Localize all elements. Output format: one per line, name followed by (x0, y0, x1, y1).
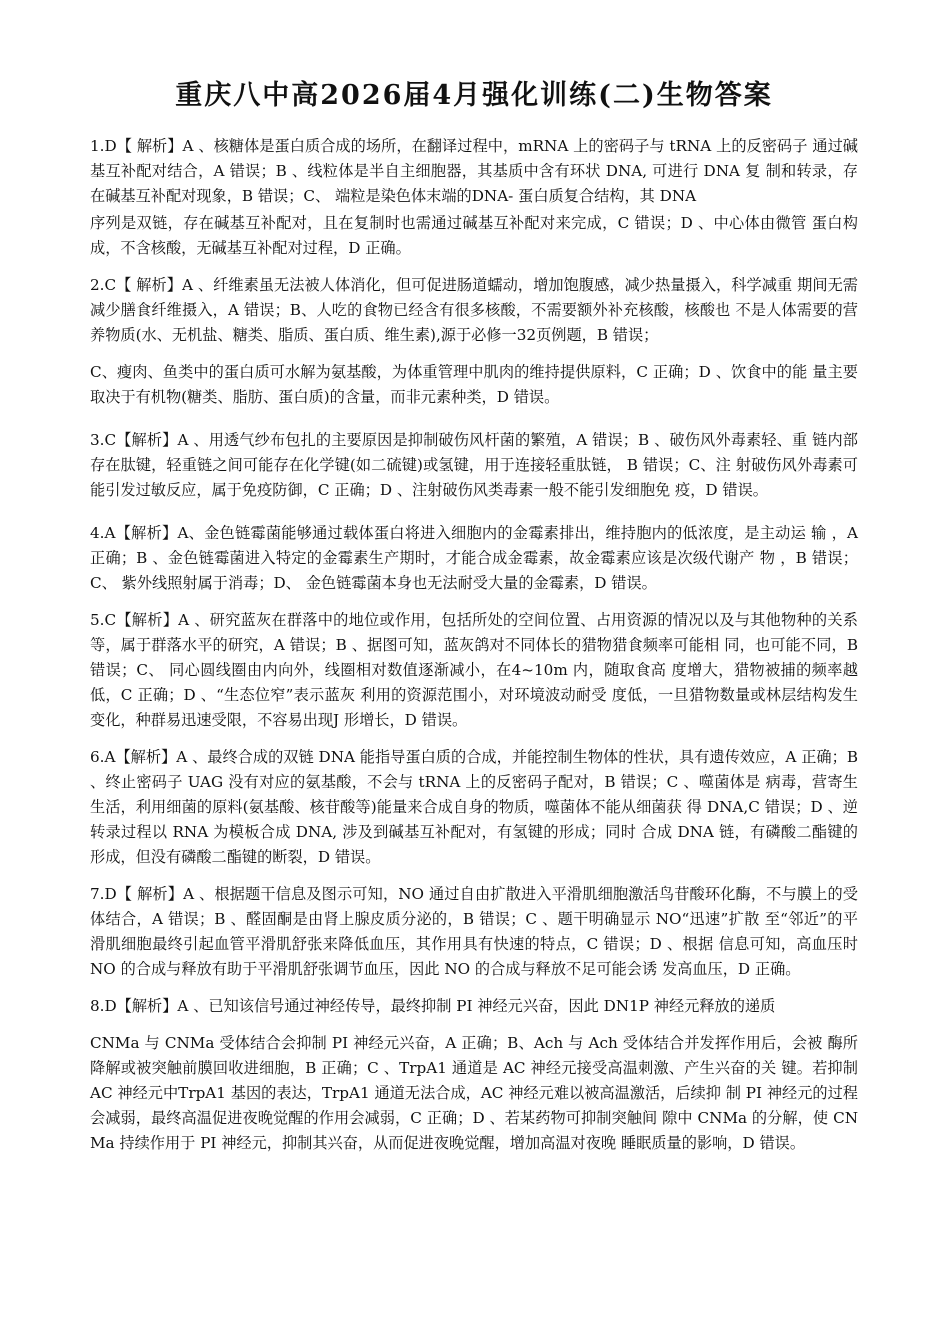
answer-q8-part1: 8.D【解析】A 、已知该信号通过神经传导，最终抑制 PI 神经元兴奋，因此 DN1P 神经元释放的递质 (90, 997, 776, 1015)
answer-q5: 5.C【解析】A 、研究蓝灰在群落中的地位或作用，包括所处的空间位置、占用资源的情况以及与其他物种的关系等，属于群落水平的研究，A 错误；B 、据图可知，蓝灰鸽对不同体长的猎物猎食频率可能相 同，也可能不同，B 错误；C、 同心圆线圈由内向外，线圈相对数值逐渐减小，在4~10m 内，随取食高 度增大，猎物被捕的频率越低，C 正确；D 、“生态位窄”表示蓝灰 利用的资源范围小，对环境波动耐受 度低，一旦猎物数量或林层结构发生变化，种群易迅速受限，不容易出现J 形增长，D 错误。 (90, 611, 858, 729)
answer-q6: 6.A【解析】A 、最终合成的双链 DNA 能指导蛋白质的合成，并能控制生物体的性状，具有遗传效应，A 正确；B 、终止密码子 UAG 没有对应的氨基酸，不会与 tRNA 上的反密码子配对，B 错误；C 、噬菌体是 病毒，营寄生生活，利用细菌的原料(氨基酸、核苷酸等)能量来合成自身的物质，噬菌体不能从细菌获 得 DNA,C 错误；D 、逆转录过程以 RNA 为模板合成 DNA, 涉及到碱基互补配对，有氢键的形成；同时 合成 DNA 链，有磷酸二酯键的形成，但没有磷酸二酯键的断裂，D 错误。 (90, 748, 858, 866)
answer-q4: 4.A【解析】A、金色链霉菌能够通过载体蛋白将进入细胞内的金霉素排出，维持胞内的低浓度，是主动运 输 ，A 正确；B 、金色链霉菌进入特定的金霉素生产期时，才能合成金霉素，故金霉素应该是次级代谢产 物 ，B 错误；C、 紫外线照射属于消毒；D、 金色链霉菌本身也无法耐受大量的金霉素，D 错误。 (90, 524, 858, 592)
answer-q1-part2: 序列是双链，存在碱基互补配对，且在复制时也需通过碱基互补配对来完成，C 错误；D 、中心体由微管 蛋白构成，不含核酸，无碱基互补配对过程，D 正确。 (90, 214, 858, 257)
answer-q8-part2: CNMa 与 CNMa 受体结合会抑制 PI 神经元兴奋，A 正确；B、Ach 与 Ach 受体结合并发挥作用后，会被 酶所降解或被突触前膜回收进细胞，B 正确；C 、TrpA1 通道是 AC 神经元接受高温刺激、产生兴奋的关 键。若抑制AC 神经元中TrpA1 基因的表达，TrpA1 通道无法合成，AC 神经元难以被高温激活，后续抑 制 PI 神经元的过程会减弱，最终高温促进夜晚觉醒的作用会减弱，C 正确；D 、若某药物可抑制突触间 隙中 CNMa 的分解，使 CNMa 持续作用于 PI 神经元，抑制其兴奋，从而促进夜晚觉醒，增加高温对夜晚 睡眠质量的影响，D 错误。 (90, 1034, 858, 1152)
page-title: 重庆八中高2026届4月强化训练(二)生物答案 (175, 80, 773, 111)
answer-q2-part1: 2.C【 解析】A 、纤维素虽无法被人体消化，但可促进肠道蠕动，增加饱腹感，减少热量摄入，科学减重 期间无需减少膳食纤维摄入，A 错误；B、人吃的食物已经含有很多核酸，不需要额外补充核酸，核酸也 不是人体需要的营养物质(水、无机盐、糖类、脂质、蛋白质、维生素),源于必修一32页例题，B 错误； (90, 276, 858, 344)
answer-q1-part1: 1.D【 解析】A 、核糖体是蛋白质合成的场所，在翻译过程中，mRNA 上的密码子与 tRNA 上的反密码子 通过碱基互补配对结合，A 错误；B 、线粒体是半自主细胞器，其基质中含有环状 DNA, 可进行 DNA 复 制和转录，存在碱基互补配对现象，B 错误；C、 端粒是染色体末端的DNA- 蛋白质复合结构，其 DNA (90, 137, 858, 205)
answer-q3: 3.C【解析】A 、用透气纱布包扎的主要原因是抑制破伤风杆菌的繁殖，A 错误；B 、破伤风外毒素轻、重 链内部存在肽键，轻重链之间可能存在化学键(如二硫键)或氢键，用于连接轻重肽链， B 错误；C、注 射破伤风外毒素可能引发过敏反应，属于免疫防御，C 正确；D 、注射破伤风类毒素一般不能引发细胞免 疫，D 错误。 (90, 431, 858, 499)
answer-q7: 7.D【 解析】A 、根据题干信息及图示可知，NO 通过自由扩散进入平滑肌细胞激活鸟苷酸环化酶，不与膜上的受体结合，A 错误；B 、醛固酮是由肾上腺皮质分泌的，B 错误；C 、题干明确显示 NO“迅速”扩散 至“邻近”的平滑肌细胞最终引起血管平滑肌舒张来降低血压，其作用具有快速的特点，C 错误；D 、根据 信息可知，高血压时 NO 的合成与释放有助于平滑肌舒张调节血压，因此 NO 的合成与释放不足可能会诱 发高血压，D 正确。 (90, 885, 858, 978)
answer-q2-part2: C、瘦肉、鱼类中的蛋白质可水解为氨基酸，为体重管理中肌肉的维持提供原料，C 正确；D 、饮食中的能 量主要取决于有机物(糖类、脂肪、蛋白质)的含量，而非元素种类，D 错误。 (90, 363, 858, 406)
